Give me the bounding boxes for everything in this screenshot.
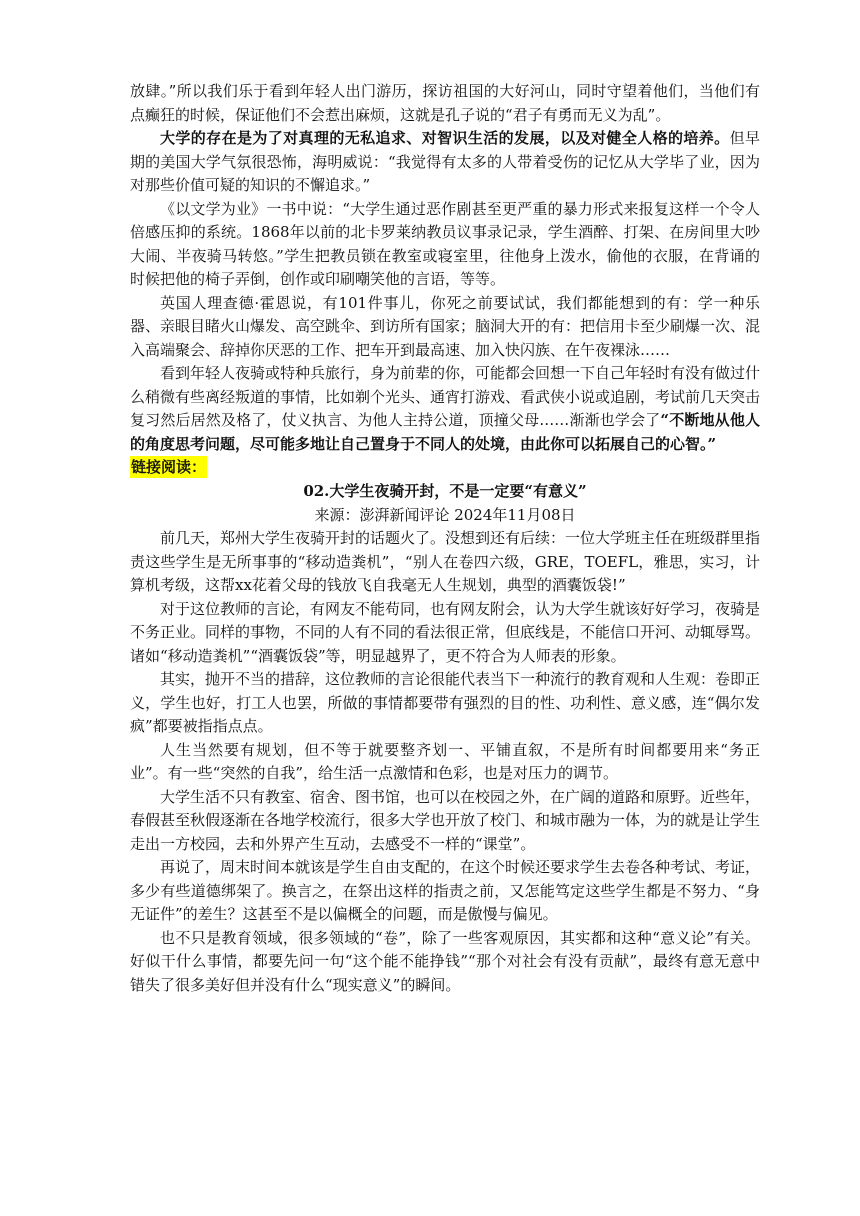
link-reading-label: 链接阅读： [131,458,207,476]
article-paragraph-1: 前几天，郑州大学生夜骑开封的话题火了。没想到还有后续：一位大学班主任在班级群里指责这些学生是无所事事的“移动造粪机”，“别人在卷四六级，GRE，TOEFL，雅思，实习，计算机考级，这帮xx花着父母的钱放飞自我毫无人生规划，典型的酒囊饭袋!” [130,529,761,594]
paragraph-5-rest: 看到年轻人夜骑或特种兵旅行，身为前辈的你，可能都会回想一下自己年轻时有没有做过什么稍微有些离经叛道的事情，比如剃个光头、通宵打游戏、看武侠小说或追剧，考试前几天突击复习然后居然及格了，仗义执言、为他人主持公道，顶撞父母……渐渐也学会了 [130,364,761,429]
article-paragraph-4: 人生当然要有规划，但不等于就要整齐划一、平铺直叙，不是所有时间都要用来“务正业”。有一些“突然的自我”，给生活一点激情和色彩，也是对压力的调节。 [130,740,760,782]
article-source: 来源：澎湃新闻评论 2024年11月08日 [314,505,576,524]
article-paragraph-6: 再说了，周末时间本就该是学生自由支配的，在这个时候还要求学生去卷各种考试、考证，多少有些道德绑架了。换言之，在祭出这样的指责之前，又怎能笃定这些学生都是不努力、“身无证件”的差生？这甚至不是以偏概全的问题，而是傲慢与偏见。 [130,858,761,923]
paragraph-4: 英国人理查德·霍恩说，有101件事儿，你死之前要试试，我们都能想到的有：学一种乐器、亲眼目睹火山爆发、高空跳伞、到访所有国家；脑洞大开的有：把信用卡至少刷爆一次、混入高端聚会、辞掉你厌恶的工作、把车开到最高速、加入快闪族、在午夜裸泳…… [130,293,761,359]
paragraph-5-bold: “不断地从他人的角度思考问题，尽可能多地让自己置身于不同人的处境，由此你可以拓展自己的心智。” [130,411,760,453]
paragraph-3: 《以文学为业》一书中说：“大学生通过恶作剧甚至更严重的暴力形式来报复这样一个令人倍感压抑的系统。1868年以前的北卡罗莱纳教员议事录记录，学生酒醉、打架、在房间里大吵大闹、半夜骑马转悠。”学生把教员锁在教室或寝室里，往他身上泼水，偷他的衣服，在背诵的时候把他的椅子弄倒，创作或印刷嘲笑他的言语，等等。 [130,199,760,288]
paragraph-2-rest: 但早期的美国大学气氛很恐怖，海明威说：“我觉得有太多的人带着受伤的记忆从大学毕了业，因为对那些价值可疑的知识的不懈追求。” [130,129,760,194]
paragraph-5 [130,362,760,456]
link-reading-label-row [130,456,760,478]
article-paragraph-3: 其实，抛开不当的措辞，这位教师的言论很能代表当下一种流行的教育观和人生观：卷即正义，学生也好，打工人也罢，所做的事情都要带有强烈的目的性、功利性、意义感，连“偶尔发疯”都要被指指点点。 [130,670,761,735]
article-title: 02.大学生夜骑开封，不是一定要“有意义” [303,482,587,500]
paragraph-2-bold: 大学的存在是为了对真理的无私追求、对智识生活的发展，以及对健全人格的培养。 [160,129,730,147]
paragraph-1: 放肆。”所以我们乐于看到年轻人出门游历，探访祖国的大好河山，同时守望着他们，当他们有点癫狂的时候，保证他们不会惹出麻烦，这就是孔子说的“君子有勇而无义为乱”。 [130,82,760,124]
article-paragraph-2: 对于这位教师的言论，有网友不能苟同，也有网友附会，认为大学生就该好好学习，夜骑是不务正业。同样的事物，不同的人有不同的看法很正常，但底线是，不能信口开河、动辄辱骂。诸如“移动造粪机”“酒囊饭袋”等，明显越界了，更不符合为人师表的形象。 [130,599,761,665]
article-paragraph-5: 大学生活不只有教室、宿舍、图书馆，也可以在校园之外，在广阔的道路和原野。近些年，春假甚至秋假逐渐在各地学校流行，很多大学也开放了校门、和城市融为一体，为的就是让学生走出一方校园，去和外界产生互动，去感受不一样的“课堂”。 [130,787,761,853]
paragraph-2 [130,127,760,198]
article-paragraph-7: 也不只是教育领域，很多领域的“卷”，除了一些客观原因，其实都和这种“意义论”有关。好似干什么事情，都要先问一句“这个能不能挣钱”“那个对社会有没有贡献”，最终有意无意中错失了很多美好但并没有什么“现实意义”的瞬间。 [130,928,760,994]
